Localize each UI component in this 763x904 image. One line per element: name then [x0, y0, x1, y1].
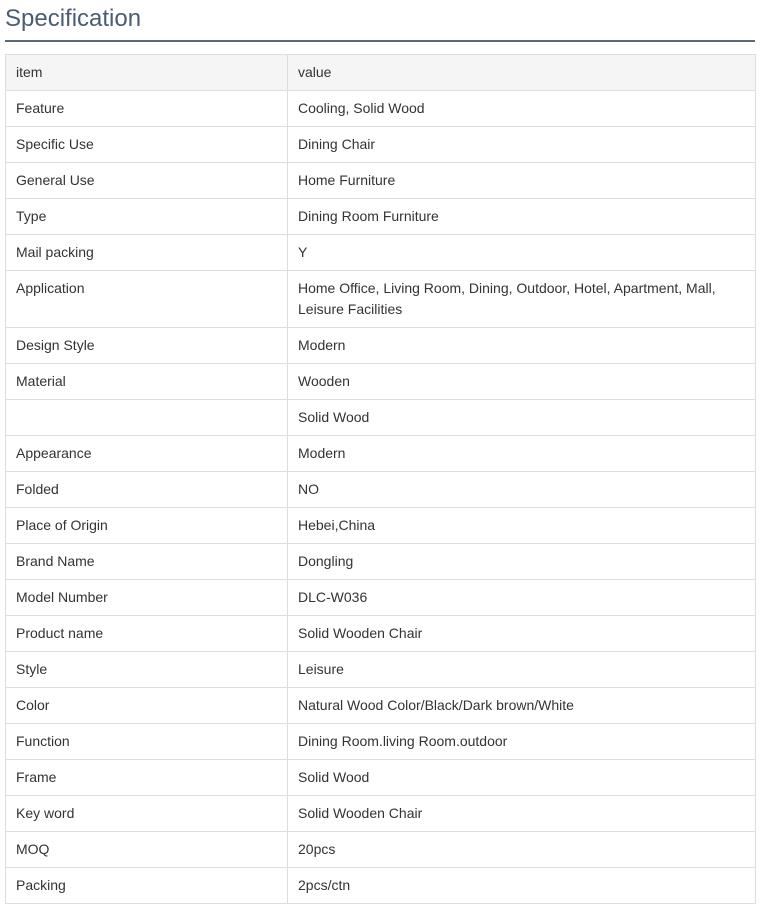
- item-cell: Design Style: [6, 328, 288, 364]
- table-row: [6, 652, 756, 688]
- table-row: [6, 832, 756, 868]
- item-cell: Model Number: [6, 580, 288, 616]
- table-row: [6, 91, 756, 127]
- spec-table: [5, 54, 756, 904]
- table-row: [6, 400, 756, 436]
- table-row: [6, 163, 756, 199]
- item-cell: Type: [6, 199, 288, 235]
- item-cell: Material: [6, 364, 288, 400]
- table-row: [6, 760, 756, 796]
- value-cell: Dining Room Furniture: [288, 199, 756, 235]
- table-row: [6, 199, 756, 235]
- table-row: [6, 235, 756, 271]
- table-row: [6, 688, 756, 724]
- value-cell: Dining Room.living Room.outdoor: [288, 724, 756, 760]
- value-cell: Wooden: [288, 364, 756, 400]
- table-row: [6, 544, 756, 580]
- value-cell: Cooling, Solid Wood: [288, 91, 756, 127]
- item-cell: Frame: [6, 760, 288, 796]
- table-row: [6, 796, 756, 832]
- header-value-cell: value: [288, 55, 756, 91]
- item-cell: Product name: [6, 616, 288, 652]
- header-item-cell: item: [6, 55, 288, 91]
- item-cell: Application: [6, 271, 288, 328]
- table-row: [6, 580, 756, 616]
- spec-header: [5, 0, 755, 42]
- item-cell: MOQ: [6, 832, 288, 868]
- item-cell: [6, 400, 288, 436]
- page-title: Specification: [5, 5, 142, 32]
- value-cell: NO: [288, 472, 756, 508]
- item-cell: Function: [6, 724, 288, 760]
- item-cell: Mail packing: [6, 235, 288, 271]
- item-cell: Color: [6, 688, 288, 724]
- value-cell: Modern: [288, 328, 756, 364]
- value-cell: Solid Wooden Chair: [288, 796, 756, 832]
- value-cell: Solid Wood: [288, 760, 756, 796]
- value-cell: Home Furniture: [288, 163, 756, 199]
- table-row: [6, 328, 756, 364]
- value-cell: Natural Wood Color/Black/Dark brown/White: [288, 688, 756, 724]
- table-row: [6, 127, 756, 163]
- table-row: [6, 616, 756, 652]
- table-row: [6, 508, 756, 544]
- item-cell: Specific Use: [6, 127, 288, 163]
- item-cell: Key word: [6, 796, 288, 832]
- value-cell: 2pcs/ctn: [288, 868, 756, 904]
- value-cell: Solid Wood: [288, 400, 756, 436]
- item-cell: Brand Name: [6, 544, 288, 580]
- value-cell: Modern: [288, 436, 756, 472]
- table-row: [6, 472, 756, 508]
- value-cell: Dining Chair: [288, 127, 756, 163]
- table-row: [6, 271, 756, 328]
- table-row: [6, 364, 756, 400]
- table-row: [6, 868, 756, 904]
- item-cell: General Use: [6, 163, 288, 199]
- table-header-row: [6, 55, 756, 91]
- value-cell: Y: [288, 235, 756, 271]
- value-cell: 20pcs: [288, 832, 756, 868]
- item-cell: Folded: [6, 472, 288, 508]
- item-cell: Appearance: [6, 436, 288, 472]
- table-row: [6, 436, 756, 472]
- value-cell: Solid Wooden Chair: [288, 616, 756, 652]
- item-cell: Style: [6, 652, 288, 688]
- value-cell: Home Office, Living Room, Dining, Outdoor, Hotel, Apartment, Mall, Leisure Facilities: [288, 271, 756, 328]
- value-cell: Dongling: [288, 544, 756, 580]
- item-cell: Feature: [6, 91, 288, 127]
- item-cell: Place of Origin: [6, 508, 288, 544]
- item-cell: Packing: [6, 868, 288, 904]
- spec-table-body: [6, 55, 756, 904]
- value-cell: Hebei,China: [288, 508, 756, 544]
- value-cell: Leisure: [288, 652, 756, 688]
- value-cell: DLC-W036: [288, 580, 756, 616]
- table-row: [6, 724, 756, 760]
